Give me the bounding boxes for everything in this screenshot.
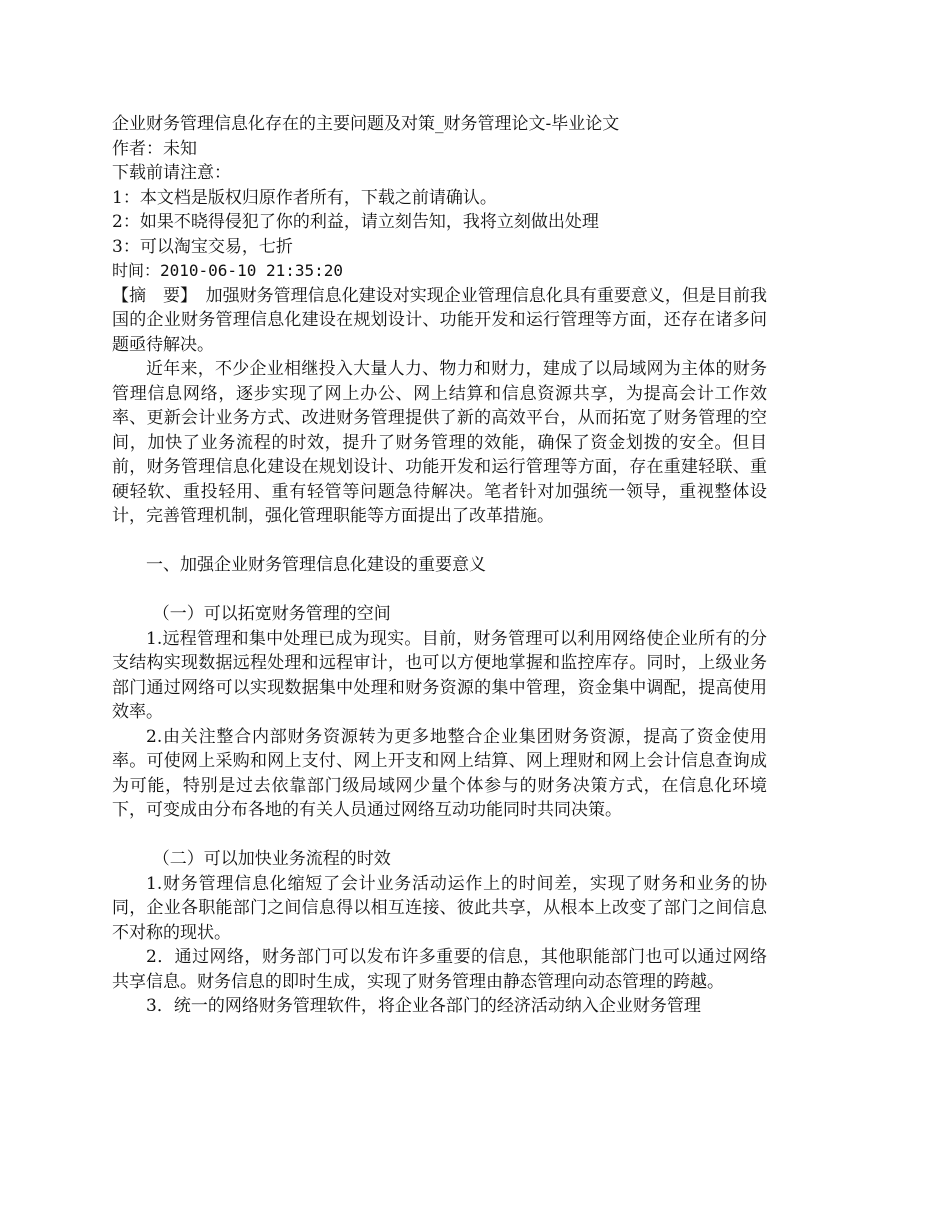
download-notice: 下载前请注意： xyxy=(112,163,231,183)
notice-item-3: 3：可以淘宝交易，七折 xyxy=(112,236,293,257)
section-heading-1: 一、加强企业财务管理信息化建设的重要意义 xyxy=(146,555,486,575)
document-time: 时间：2010-06-10 21:35:20 xyxy=(112,261,344,280)
spacer xyxy=(112,578,767,603)
intro-paragraph: 近年来，不少企业相继投入大量人力、物力和财力，建成了以局域网为主体的财务管理信息网络，逐步实现了网上办公、网上结算和信息资源共享，为提高会计工作效率、更新会计业务方式、改进财务管理提供了新的高效平台，从而拓宽了财务管理的空间，加快了业务流程的时效，提升了财务管理的效能，确保了资金划拨的安全。但目前，财务管理信息化建设在规划设计、功能开发和运行管理等方面，存在重建轻联、重硬轻软、重投轻用、重有轻管等问题急待解决。笔者针对加强统一领导，重视整体设计，完善管理机制，强化管理职能等方面提出了改革措施。 xyxy=(112,359,767,526)
body-paragraph: 3．统一的网络财务管理软件，将企业各部门的经济活动纳入企业财务管理 xyxy=(146,996,701,1016)
body-paragraph: 2.由关注整合内部财务资源转为更多地整合企业集团财务资源，提高了资金使用率。可使网上采购和网上支付、网上开支和网上结算、网上理财和网上会计信息查询成为可能，特别是过去依靠部门级局域网少量个体参与的财务决策方式，在信息化环境下，可变成由分布各地的有关人员通过网络互动功能同时共同决策。 xyxy=(112,726,767,820)
spacer xyxy=(112,823,767,848)
notice-item-1: 1：本文档是版权归原作者所有，下载之前请确认。 xyxy=(112,187,497,208)
notice-item-2: 2：如果不晓得侵犯了你的利益，请立刻告知，我将立刻做出处理 xyxy=(112,212,599,232)
body-paragraph: 2．通过网络，财务部门可以发布许多重要的信息，其他职能部门也可以通过网络共享信息。财务信息的即时生成，实现了财务管理由静态管理向动态管理的跨越。 xyxy=(112,947,767,992)
document-author: 作者：未知 xyxy=(112,138,197,159)
body-paragraph: 1.财务管理信息化缩短了会计业务活动运作上的时间差，实现了财务和业务的协同，企业各职能部门之间信息得以相互连接、彼此共享，从根本上改变了部门之间信息不对称的现状。 xyxy=(112,873,767,943)
document-title: 企业财务管理信息化存在的主要问题及对策_财务管理论文-毕业论文 xyxy=(112,114,620,134)
body-paragraph: 1.远程管理和集中处理已成为现实。目前，财务管理可以利用网络使企业所有的分支结构实现数据远程处理和远程审计，也可以方便地掌握和监控库存。同时，上级业务部门通过网络可以实现数据集中处理和财务资源的集中管理，资金集中调配，提高使用效率。 xyxy=(112,628,767,722)
subsection-heading-2: （二）可以加快业务流程的时效 xyxy=(152,849,391,869)
subsection-heading-1: （一）可以拓宽财务管理的空间 xyxy=(152,604,391,624)
abstract-paragraph: 【摘 要】 加强财务管理信息化建设对实现企业管理信息化具有重要意义，但是目前我国的企业财务管理信息化建设在规划设计、功能开发和运行管理等方面，还存在诸多问题亟待解决。 xyxy=(112,285,767,355)
spacer xyxy=(112,529,767,554)
document-page xyxy=(112,112,767,1019)
